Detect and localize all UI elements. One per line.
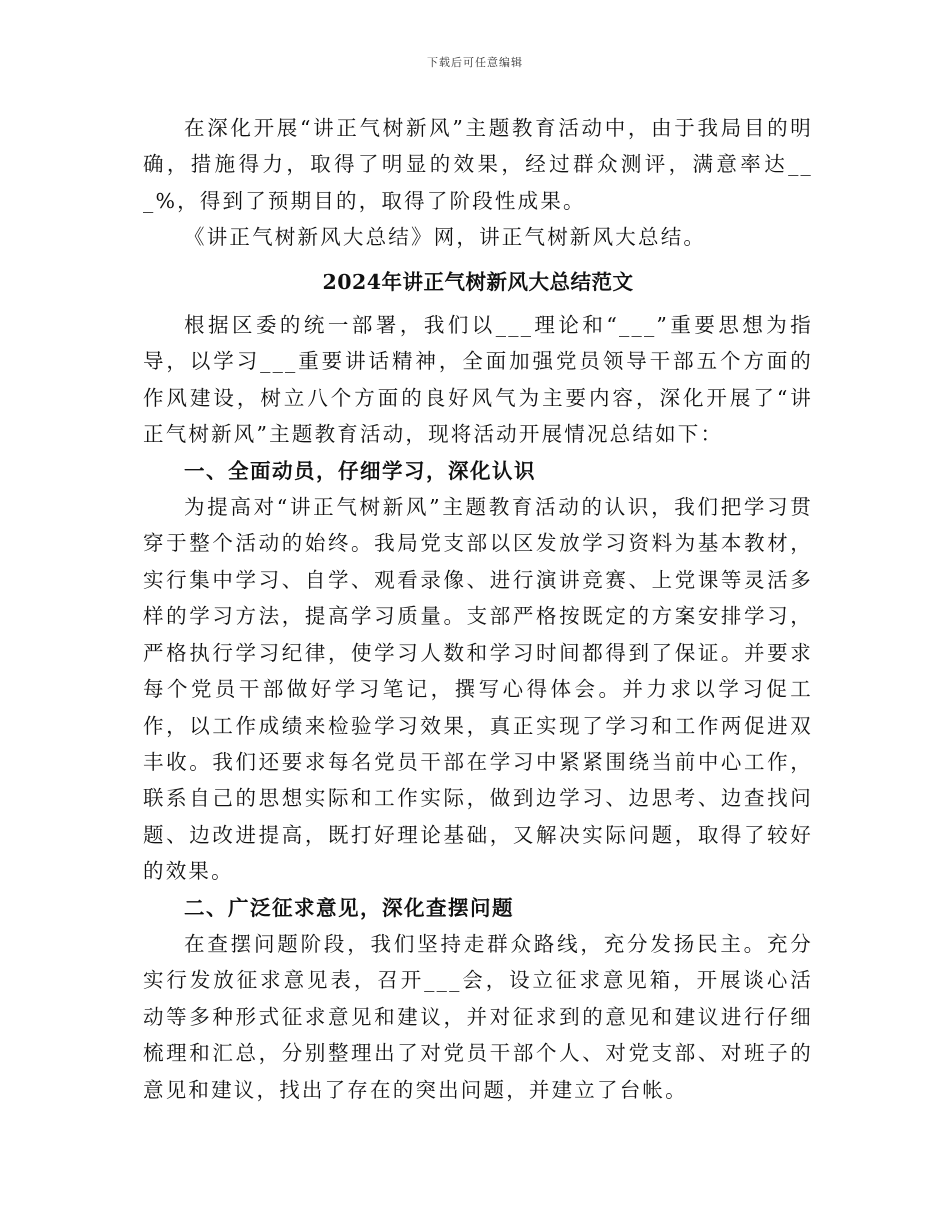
section-heading-2: 二、广泛征求意见，深化查摆问题 (184, 895, 514, 920)
intro-paragraph-1: 在深化开展“讲正气树新风”主题教育活动中，由于我局目的明确，措施得力，取得了明显的效果，经过群众测评，满意率达___%，得到了预期目的，取得了阶段性成果。 (143, 116, 813, 213)
paragraph-2: 为提高对“讲正气树新风”主题教育活动的认识，我们把学习贯穿于整个活动的始终。我局党支部以区发放学习资料为基本教材，实行集中学习、自学、观看录像、进行演讲竞赛、上党课等灵活多样的学习方法，提高学习质量。支部严格按既定的方案安排学习，严格执行学习纪律，使学习人数和学习时间都得到了保证。并要求每个党员干部做好学习笔记，撰写心得体会。并力求以学习促工作，以工作成绩来检验学习效果，真正实现了学习和工作两促进双丰收。我们还要求每名党员干部在学习中紧紧围绕当前中心工作，联系自己的思想实际和工作实际，做到边学习、边思考、边查找问题、边改进提高，既打好理论基础，又解决实际问题，取得了较好的效果。 (143, 495, 813, 884)
paragraph-1: 根据区委的统一部署，我们以___理论和“___”重要思想为指导，以学习___重要讲话精神，全面加强党员领导干部五个方面的作风建设，树立八个方面的良好风气为主要内容，深化开展了“讲正气树新风”主题教育活动，现将活动开展情况总结如下： (143, 313, 813, 447)
page-header: 下载后可任意编辑 (427, 56, 523, 69)
section-heading-1: 一、全面动员，仔细学习，深化认识 (184, 458, 536, 483)
document-body (143, 110, 813, 1108)
paragraph-3: 在查摆问题阶段，我们坚持走群众路线，充分发扬民主。充分实行发放征求意见表，召开___会，设立征求意见箱，开展谈心活动等多种形式征求意见和建议，并对征求到的意见和建议进行仔细梳理和汇总，分别整理出了对党员干部个人、对党支部、对班子的意见和建议，找出了存在的突出问题，并建立了台帐。 (143, 931, 813, 1102)
document-title: 2024年讲正气树新风大总结范文 (322, 269, 634, 294)
intro-paragraph-2: 《讲正气树新风大总结》网，讲正气树新风大总结。 (184, 225, 707, 250)
